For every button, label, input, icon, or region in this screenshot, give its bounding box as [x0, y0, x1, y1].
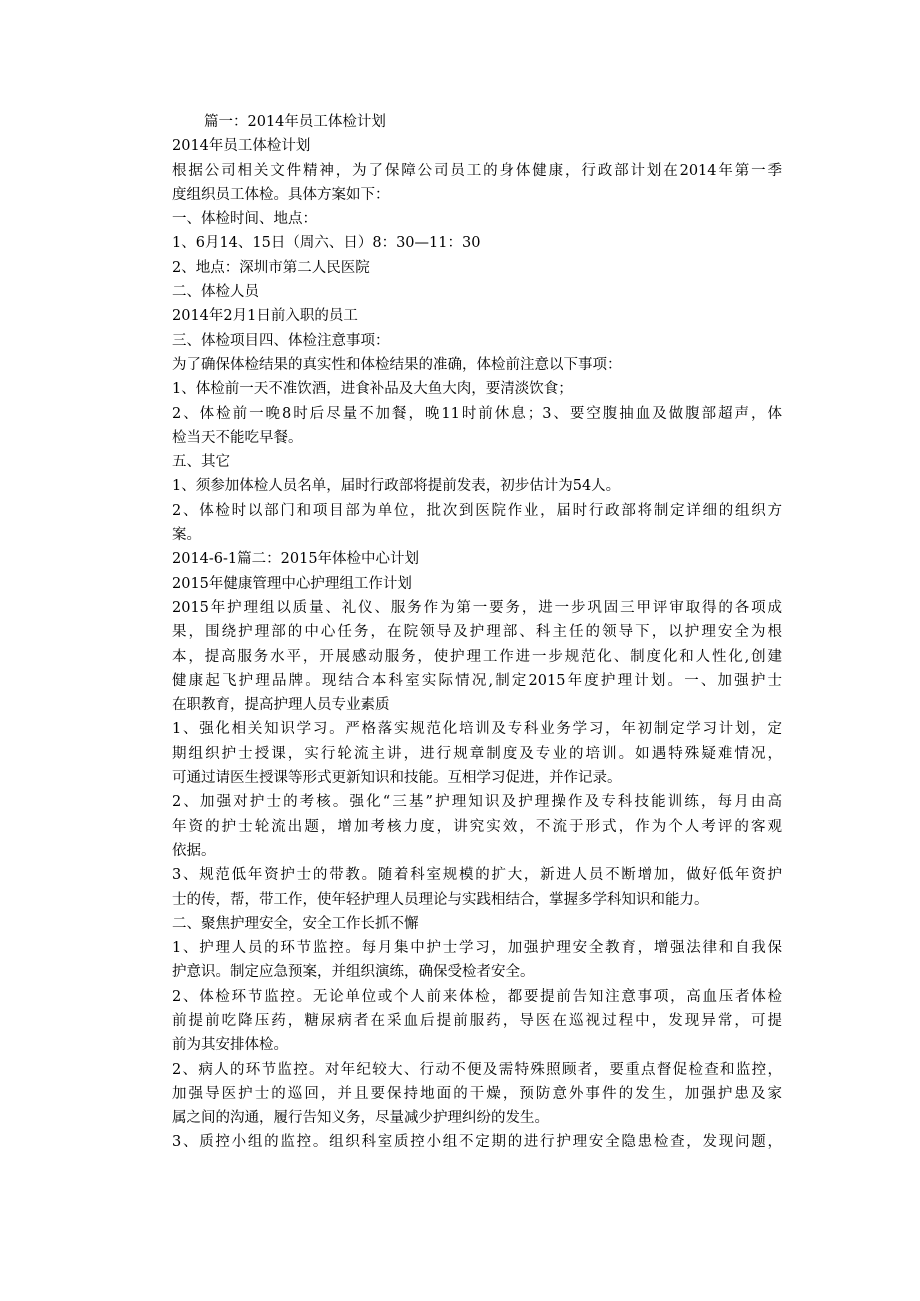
text-line: 3、质控小组的监控。组织科室质控小组不定期的进行护理安全隐患检查，发现问题， — [172, 1134, 782, 1151]
text-line: 2、病人的环节监控。对年纪较大、行动不便及需特殊照顾者，要重点督促检查和监控， — [172, 1061, 782, 1078]
text-line: 检当天不能吃早餐。 — [172, 429, 303, 446]
text-line: 2015年护理组以质量、礼仪、服务作为第一要务，进一步巩固三甲评审取得的各项成 — [172, 599, 782, 616]
plan-title-2014: 2014年员工体检计划 — [172, 138, 311, 155]
subheading: 五、其它 — [172, 454, 230, 471]
text-line: 2、体检环节监控。无论单位或个人前来体检，都要提前告知注意事项，高血压者体检 — [172, 988, 782, 1005]
text-line: 为了确保体检结果的真实性和体检结果的准确，体检前注意以下事项： — [172, 356, 622, 373]
plan-title-2015: 2015年健康管理中心护理组工作计划 — [172, 575, 412, 592]
text-line: 护意识。制定应急预案，并组织演练，确保受检者安全。 — [172, 964, 535, 981]
text-line: 2、体检前一晚8时后尽量不加餐，晚11时前休息；3、要空腹抽血及做腹部超声，体 — [172, 405, 782, 422]
text-line: 3、规范低年资护士的带教。随着科室规模的扩大，新进人员不断增加，做好低年资护 — [172, 867, 782, 884]
text-line: 年资的护士轮流出题，增加考核力度，讲究实效，不流于形式，作为个人考评的客观 — [172, 818, 782, 835]
text-line: 1、体检前一天不准饮酒，进食补品及大鱼大肉，要清淡饮食； — [172, 381, 573, 398]
text-line: 前为其安排体检。 — [172, 1037, 288, 1054]
text-line: 2014年2月1日前入职的员工 — [172, 308, 358, 325]
text-line: 期组织护士授课，实行轮流主讲，进行规章制度及专业的培训。如遇特殊疑难情况， — [172, 745, 782, 762]
text-line: 2、体检时以部门和项目部为单位，批次到医院作业，届时行政部将制定详细的组织方 — [172, 502, 782, 519]
text-line: 1、护理人员的环节监控。每月集中护士学习，加强护理安全教育，增强法律和自我保 — [172, 940, 782, 957]
section-heading-2: 2014-6-1篇二：2015年体检中心计划 — [172, 551, 420, 568]
subheading: 一、体检时间、地点： — [172, 211, 317, 228]
text-line: 1、须参加体检人员名单，届时行政部将提前发表，初步估计为54人。 — [172, 478, 621, 495]
section-heading-1: 篇一：2014年员工体检计划 — [204, 114, 386, 130]
text-line: 可通过请医生授课等形式更新知识和技能。互相学习促进，并作记录。 — [172, 770, 622, 787]
text-line: 2、加强对护士的考核。强化“三基”护理知识及护理操作及专科技能训练，每月由高 — [172, 794, 782, 811]
text-line: 在职教育，提高护理人员专业素质 — [172, 697, 390, 714]
text-line: 度组织员工体检。具体方案如下： — [172, 186, 390, 203]
text-line: 前提前吃降压药，糖尿病者在采血后提前服药，导医在巡视过程中，发现异常，可提 — [172, 1012, 782, 1029]
text-line: 果，围绕护理部的中心任务，在院领导及护理部、科主任的领导下，以护理安全为根 — [172, 624, 782, 641]
text-line: 健康起飞护理品牌。现结合本科室实际情况,制定2015年度护理计划。一、加强护士 — [172, 672, 782, 689]
text-line: 本，提高服务水平，开展感动服务，使护理工作进一步规范化、制度化和人性化,创建 — [172, 648, 782, 665]
text-line: 案。 — [172, 527, 201, 544]
subheading: 二、聚焦护理安全，安全工作长抓不懈 — [172, 915, 419, 932]
subheading: 二、体检人员 — [172, 284, 259, 301]
text-line: 根据公司相关文件精神，为了保障公司员工的身体健康，行政部计划在2014年第一季 — [172, 162, 782, 179]
document-page — [172, 110, 782, 1155]
text-line: 2、地点：深圳市第二人民医院 — [172, 259, 370, 276]
text-line: 士的传，帮，带工作，使年轻护理人员理论与实践相结合，掌握多学科知识和能力。 — [172, 891, 709, 908]
text-line: 属之间的沟通，履行告知义务，尽量减少护理纠纷的发生。 — [172, 1110, 549, 1127]
text-line: 依据。 — [172, 842, 216, 859]
text-line: 加强导医护士的巡回，并且要保持地面的干燥，预防意外事件的发生，加强护患及家 — [172, 1085, 782, 1102]
subheading: 三、体检项目四、体检注意事项： — [172, 332, 390, 349]
text-line: 1、强化相关知识学习。严格落实规范化培训及专科业务学习，年初制定学习计划，定 — [172, 721, 782, 738]
text-line: 1、6月14、15日（周六、日）8：30—11：30 — [172, 235, 481, 252]
